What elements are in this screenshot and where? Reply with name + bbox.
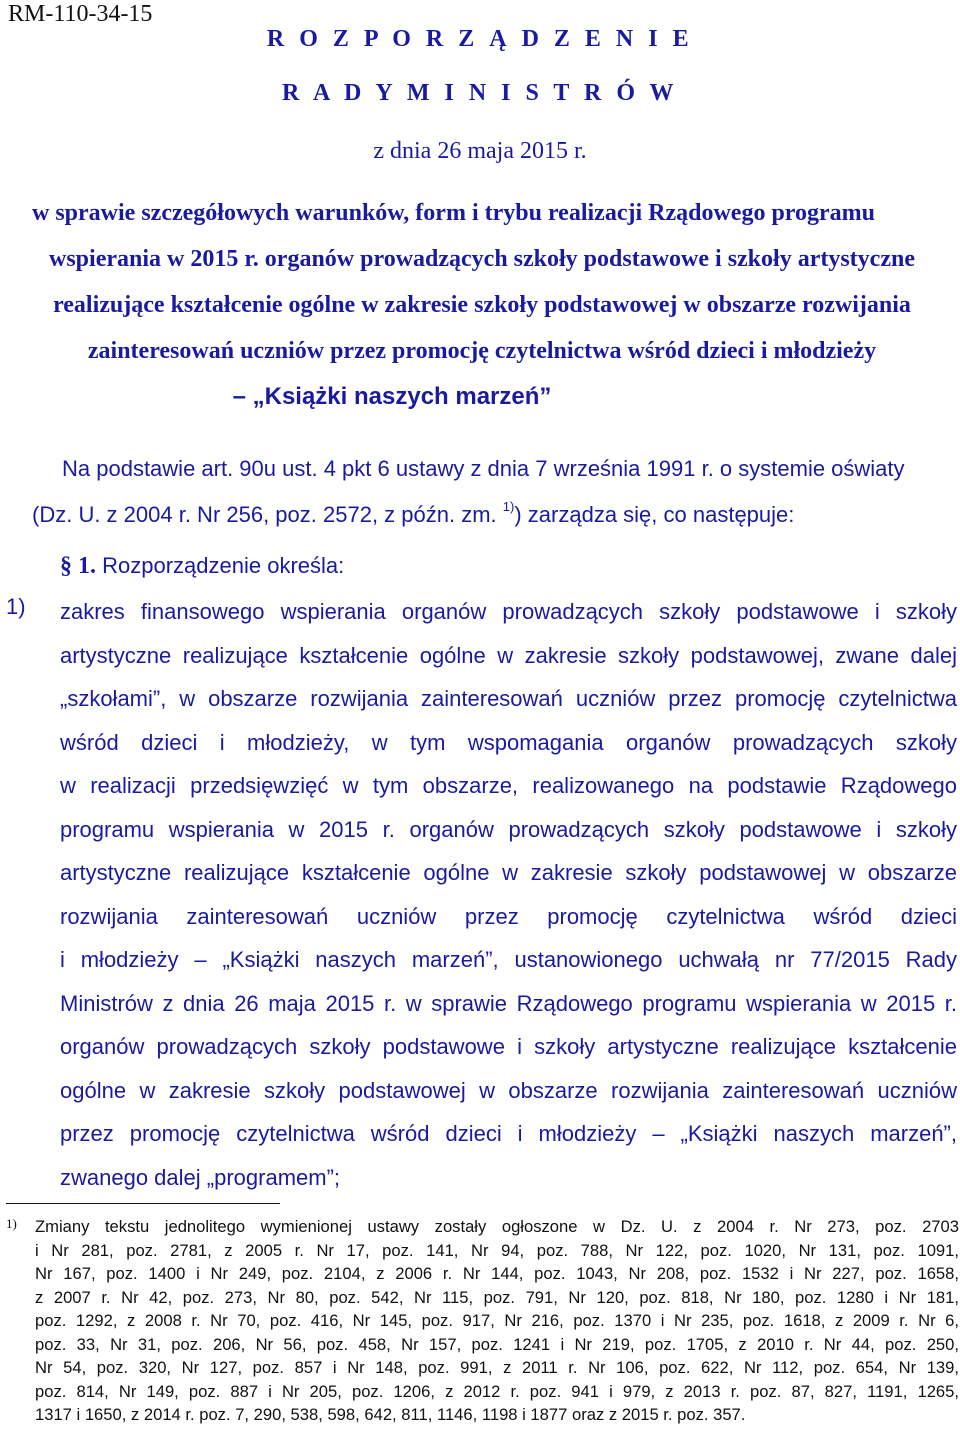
subject-line: realizujące kształcenie ogólne w zakresie szkoły podstawowej w obszarze rozwijania (53, 292, 911, 318)
footnote-line: z 2007 r. Nr 42, poz. 273, Nr 80, poz. 542, Nr 115, poz. 791, Nr 120, poz. 818, Nr 180, poz. 1280 i Nr 181, (35, 1287, 959, 1307)
paragraph-intro: Rozporządzenie określa: (102, 553, 345, 578)
document-date: z dnia 26 maja 2015 r. (373, 138, 587, 164)
footnote-text (35, 1215, 959, 1427)
item-line: artystyczne realizujące kształcenie ogólne w zakresie szkoły podstawowej, zwane dalej (60, 642, 957, 668)
item-line: zwanego dalej „programem”; (60, 1164, 341, 1190)
footnote-mark: 1) (6, 1216, 17, 1231)
subject-line: zainteresowań uczniów przez promocję czytelnictwa wśród dzieci i młodzieży (87, 338, 877, 364)
item-text (60, 590, 957, 1199)
footnote-reference: 1) (502, 499, 515, 514)
item-line: zakres finansowego wspierania organów prowadzących szkoły podstawowe i szkoły (60, 599, 957, 624)
legal-basis-line: Na podstawie art. 90u ust. 4 pkt 6 ustawy z dnia 7 września 1991 r. o systemie oświaty (62, 456, 905, 481)
paragraph-symbol: § 1. (60, 553, 96, 579)
item-line: przez promocję czytelnictwa wśród dzieci i młodzieży – „Książki naszych marzeń”, (60, 1121, 957, 1146)
item-line: „szkołami”, w obszarze rozwijania zainteresowań uczniów przez promocję czytelnictwa (60, 686, 957, 711)
footnote-line: poz. 33, Nr 31, poz. 206, Nr 56, poz. 458, Nr 157, poz. 1241 i Nr 219, poz. 1705, z 2010 r. Nr 44, poz. 250, (35, 1334, 959, 1354)
issuing-authority: R A D Y M I N I S T R Ó W (281, 80, 679, 106)
item-line: programu wspierania w 2015 r. organów prowadzących szkoły podstawowe i szkoły (60, 816, 957, 842)
footnote-line: 1317 i 1650, z 2014 r. poz. 7, 290, 538, 598, 642, 811, 1146, 1198 i 1877 oraz z 2015 r. poz. 357. (35, 1405, 746, 1424)
footnote-line: poz. 814, Nr 149, poz. 887 i Nr 205, poz. 1206, z 2012 r. poz. 941 i 979, z 2013 r. poz. 87, 827, 1191, 1265, (35, 1381, 959, 1401)
item-number: 1) (6, 594, 26, 619)
document-subject (32, 190, 932, 420)
item-line: organów prowadzących szkoły podstawowe i szkoły artystyczne realizujące kształcenie (60, 1034, 957, 1059)
paragraph-heading (60, 553, 344, 580)
item-line: w realizacji przedsięwzięć w tym obszarze, realizowanego na podstawie Rządowego (60, 773, 957, 798)
item-line: wśród dzieci i młodzieży, w tym wspomagania organów prowadzących szkoły (60, 729, 957, 755)
item-line: i młodzieży – „Książki naszych marzeń”, ustanowionego uchwałą nr 77/2015 Rady (60, 947, 957, 972)
footnote-divider (6, 1203, 280, 1204)
legal-basis-line (32, 492, 932, 538)
document-id: RM-110-34-15 (8, 1, 153, 27)
footnote-line: poz. 1292, z 2008 r. Nr 70, poz. 416, Nr 145, poz. 917, Nr 216, poz. 1370 i Nr 235, poz. 1618, z 2009 r. Nr 6, (35, 1311, 959, 1330)
footnote-line: Nr 54, poz. 320, Nr 127, poz. 857 i Nr 148, poz. 991, z 2011 r. Nr 106, poz. 622, Nr 112, poz. 654, Nr 139, (35, 1358, 959, 1377)
footnote-line: i Nr 281, poz. 2781, z 2005 r. Nr 17, poz. 141, Nr 94, poz. 788, Nr 122, poz. 1020, Nr 131, poz. 1091, (35, 1240, 959, 1260)
footnote-line: Zmiany tekstu jednolitego wymienionej ustawy zostały ogłoszone w Dz. U. z 2004 r. Nr 273, poz. 2703 (35, 1217, 959, 1236)
subject-line: wspierania w 2015 r. organów prowadzących szkoły podstawowe i szkoły artystyczne (49, 246, 915, 272)
item-line: artystyczne realizujące kształcenie ogólne w zakresie szkoły podstawowej w obszarze (60, 860, 957, 885)
footnote-line: Nr 167, poz. 1400 i Nr 249, poz. 2104, z 2006 r. Nr 144, poz. 1043, Nr 208, poz. 1532 i Nr 227, poz. 1658, (35, 1264, 959, 1283)
subject-line: w sprawie szczegółowych warunków, form i trybu realizacji Rządowego programu (32, 200, 875, 226)
item-line: Ministrów z dnia 26 maja 2015 r. w sprawie Rządowego programu wspierania w 2015 r. (60, 990, 957, 1016)
item-line: ogólne w zakresie szkoły podstawowej w obszarze rozwijania zainteresowań uczniów (60, 1077, 957, 1103)
subject-line: – „Książki naszych marzeń” (232, 383, 552, 410)
legal-basis (32, 446, 932, 538)
legal-basis-text: ) zarządza się, co następuje: (514, 502, 795, 527)
item-line: rozwijania zainteresowań uczniów przez promocję czytelnictwa wśród dzieci (60, 903, 957, 929)
document-title: R O Z P O R Z Ą D Z E N I E (266, 26, 694, 52)
legal-basis-text: (Dz. U. z 2004 r. Nr 256, poz. 2572, z późn. zm. (32, 502, 497, 527)
